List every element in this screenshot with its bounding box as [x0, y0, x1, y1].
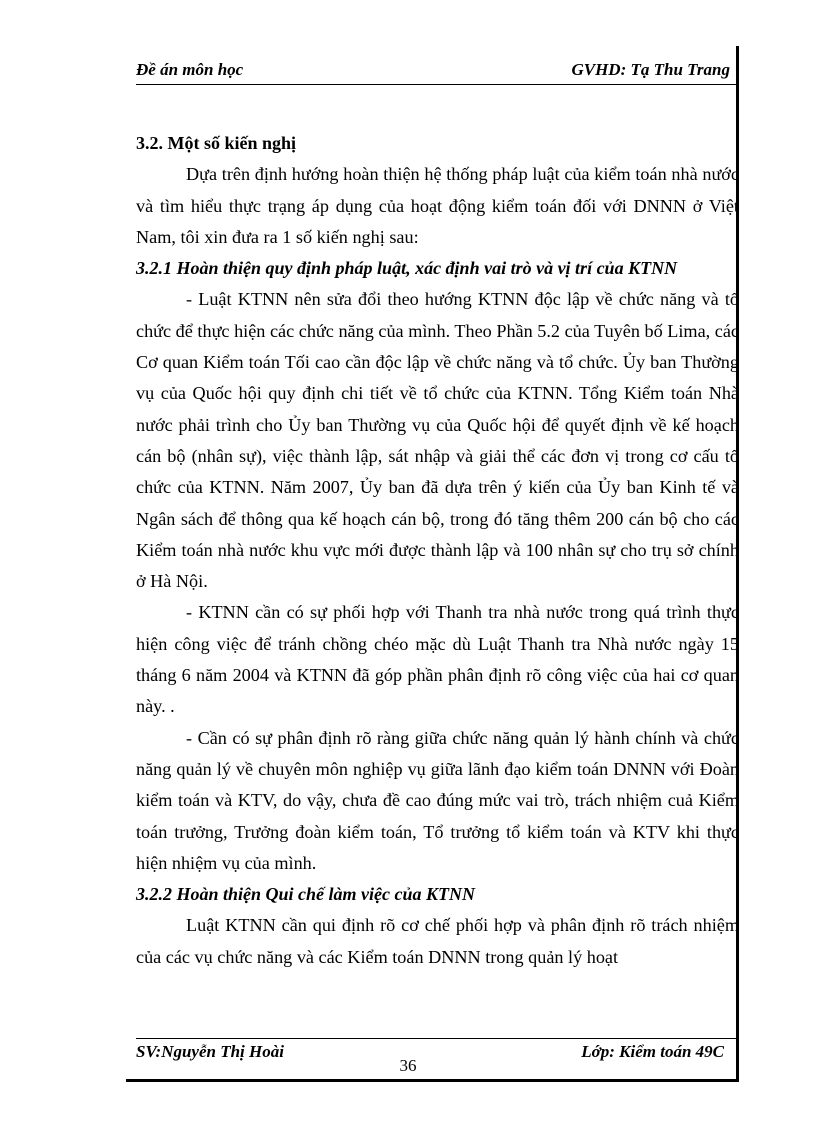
subsection-2-title: 3.2.2 Hoàn thiện Qui chế làm việc của KTNN — [136, 884, 475, 905]
page-number: 36 — [399, 1056, 417, 1075]
subsection-1-paragraph: - Luật KTNN nên sửa đổi theo hướng KTNN độc lập về chức năng và tổ chức để thực hiện các chức năng của mình. Theo Phần 5.2 của Tuyên bố Lima, các Cơ quan Kiểm toán Tối cao cần độc lập về chức năng và tổ chức. Ủy ban Thường vụ của Quốc hội quy định chi tiết về tổ chức của KTNN. Tổng Kiểm toán Nhà nước phải trình cho Ủy ban Thường vụ của Quốc hội để quyết định về kế hoạch cán bộ (nhân sự), việc thành lập, sát nhập và giải thể các đơn vị trong cơ cấu tổ chức của KTNN. Năm 2007, Ủy ban đã dựa trên ý kiến của Ủy ban Kinh tế và Ngân sách để thông qua kế hoạch cán bộ, trong đó tăng thêm 200 cán bộ cho các Kiểm toán nhà nước khu vực mới được thành lập và 100 nhân sự cho trụ sở chính ở Hà Nội. — [136, 289, 739, 592]
subsection-1-title: 3.2.1 Hoàn thiện quy định pháp luật, xác định vai trò và vị trí của KTNN — [136, 258, 678, 279]
subsection-1-paragraph: - Cần có sự phân định rõ ràng giữa chức năng quản lý hành chính và chức năng quản lý về chuyên môn nghiệp vụ giữa lãnh đạo kiểm toán DNNN với Đoàn kiểm toán và KTV, do vậy, chưa đề cao đúng mức vai trò, trách nhiệm cuả Kiểm toán trưởng, Trưởng đoàn kiểm toán, Tổ trưởng tổ kiểm toán và KTV khi thực hiện nhiệm vụ của mình. — [136, 727, 739, 873]
subsection-1-paragraph: - KTNN cần có sự phối hợp với Thanh tra nhà nước trong quá trình thực hiện công việc để tránh chồng chéo mặc dù Luật Thanh tra Nhà nước ngày 15 tháng 6 năm 2004 và KTNN đã góp phần phân định rõ công việc của hai cơ quan này. . — [136, 602, 739, 717]
header-course-label: Đề án môn học — [136, 60, 244, 79]
section-intro-paragraph: Dựa trên định hướng hoàn thiện hệ thống pháp luật của kiểm toán nhà nước và tìm hiểu thực trạng áp dụng của hoạt động kiểm toán đối với DNNN ở Việt Nam, tôi xin đưa ra 1 số kiến nghị sau: — [136, 164, 739, 247]
document-body — [136, 128, 739, 973]
footer-class-label: Lớp: Kiểm toán 49C — [581, 1042, 724, 1061]
section-title: 3.2. Một số kiến nghị — [136, 133, 297, 153]
page-header — [136, 58, 736, 85]
subsection-2-paragraph: Luật KTNN cần qui định rõ cơ chế phối hợp và phân định rõ trách nhiệm của các vụ chức năng và các Kiểm toán DNNN trong quản lý hoạt — [136, 915, 739, 967]
footer-student-name: SV:Nguyễn Thị Hoài — [136, 1042, 284, 1061]
header-supervisor: GVHD: Tạ Thu Trang — [571, 60, 730, 79]
